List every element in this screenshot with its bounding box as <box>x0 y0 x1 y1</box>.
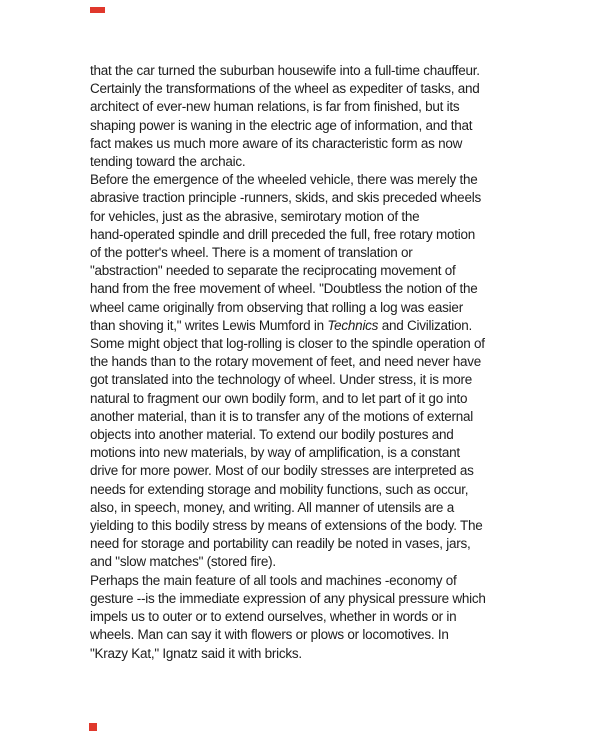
text-line: objects into another material. To extend our bodily postures and <box>90 427 454 443</box>
text-line: need for storage and portability can readily be noted in vases, jars, <box>90 536 471 552</box>
text-line: another material, than it is to transfer any of the motions of external <box>90 408 473 424</box>
text-line: architect of ever-new human relations, is far from finished, but its <box>90 99 460 115</box>
text-line: fact makes us much more aware of its characteristic form as now <box>90 135 463 151</box>
text-line: got translated into the technology of wheel. Under stress, it is more <box>90 372 472 388</box>
text-line: shaping power is waning in the electric age of information, and that <box>90 117 473 133</box>
text-line: hand from the free movement of wheel. "Doubtless the notion of the <box>90 281 478 297</box>
text-line: wheels. Man can say it with flowers or plows or locomotives. In <box>90 627 449 643</box>
text-line: wheel came originally from observing that rolling a log was easier <box>90 299 463 315</box>
text-line: the hands than to the rotary movement of feet, and need never have <box>90 354 482 370</box>
text-line: abrasive traction principle -runners, skids, and skis preceded wheels <box>90 190 481 206</box>
text-line: Certainly the transformations of the wheel as expediter of tasks, and <box>90 81 480 97</box>
text-line: "abstraction" needed to separate the reciprocating movement of <box>90 263 456 279</box>
text-line: gesture --is the immediate expression of any physical pressure which <box>90 590 486 606</box>
text-line: for vehicles, just as the abrasive, semirotary motion of the <box>90 208 420 224</box>
text-line: "Krazy Kat," Ignatz said it with bricks. <box>90 645 302 661</box>
text-line: Perhaps the main feature of all tools and machines -economy of <box>90 572 457 588</box>
text-line: Before the emergence of the wheeled vehicle, there was merely the <box>90 172 478 188</box>
text-line: that the car turned the suburban housewife into a full-time chauffeur. <box>90 63 480 78</box>
body-text <box>90 62 524 663</box>
text-line: than shoving it," writes Lewis Mumford in Technics and Civilization. <box>90 317 472 333</box>
red-annotation-mark-top <box>90 7 105 13</box>
text-line: drive for more power. Most of our bodily stresses are interpreted as <box>90 463 474 479</box>
text-line: yielding to this bodily stress by means of extensions of the body. The <box>90 518 483 534</box>
text-line: needs for extending storage and mobility functions, such as occur, <box>90 481 469 497</box>
red-annotation-mark-bottom <box>89 723 97 731</box>
text-line: natural to fragment our own bodily form, and to let part of it go into <box>90 390 468 406</box>
text-line: hand-operated spindle and drill preceded the full, free rotary motion <box>90 226 475 242</box>
text-line: of the potter's wheel. There is a moment of translation or <box>90 245 413 261</box>
text-line: impels us to outer or to extend ourselves, whether in words or in <box>90 609 457 625</box>
text-line: motions into new materials, by way of amplification, is a constant <box>90 445 460 461</box>
text-line: Some might object that log-rolling is closer to the spindle operation of <box>90 336 485 352</box>
text-line: and "slow matches" (stored fire). <box>90 554 276 570</box>
text-line: also, in speech, money, and writing. All manner of utensils are a <box>90 499 454 515</box>
text-line: tending toward the archaic. <box>90 154 246 170</box>
